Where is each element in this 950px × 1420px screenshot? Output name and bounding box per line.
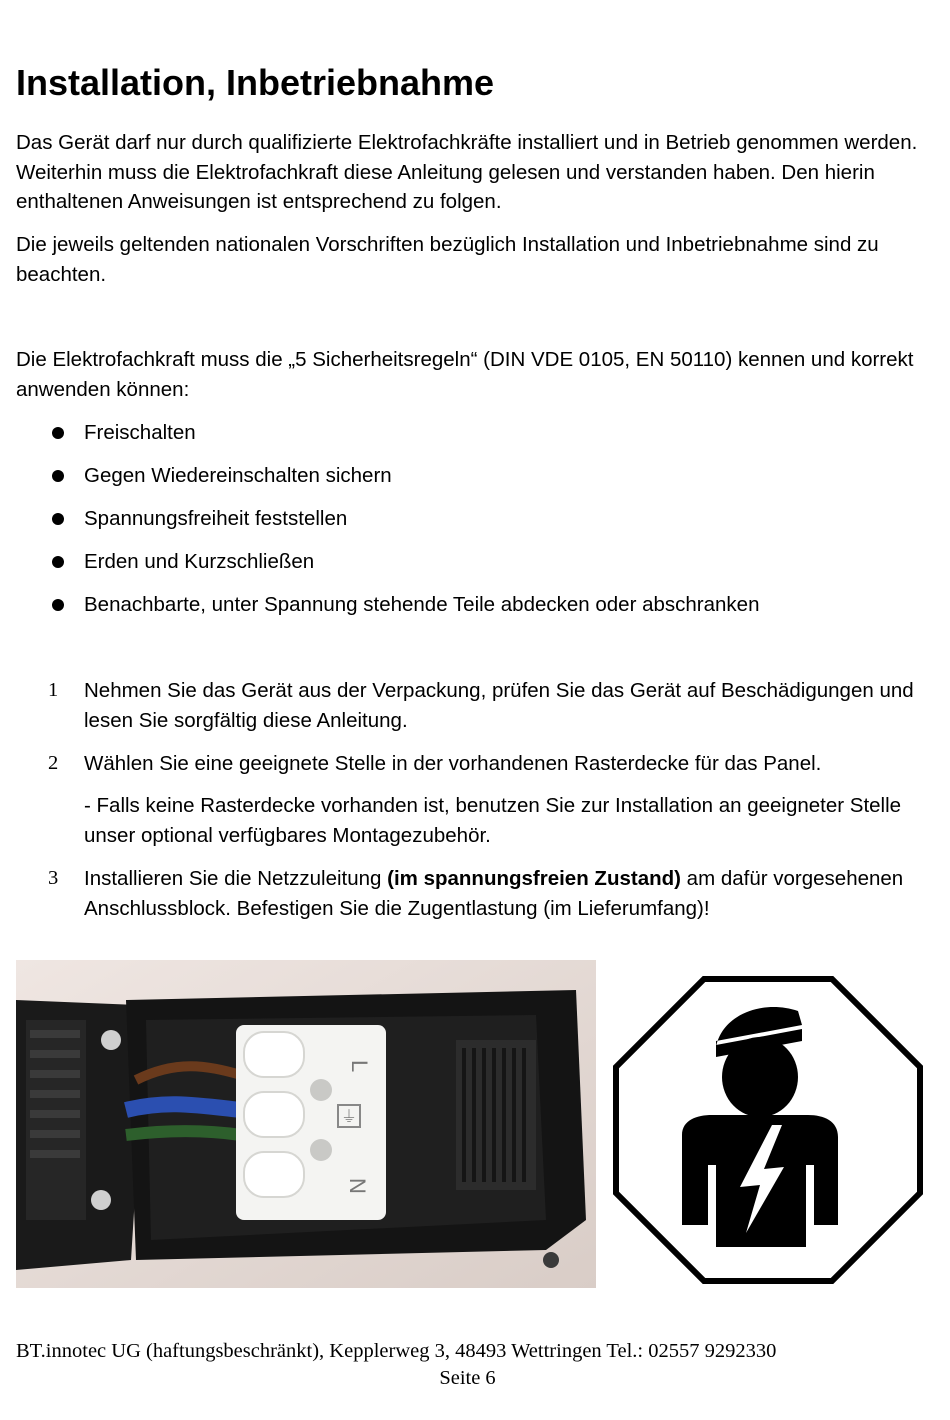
terminal-block-photo bbox=[16, 960, 596, 1288]
step-text-part: am dafür vorgesehenen Anschlussblock. Befestigen Sie die Zugentlastung (im Lieferumfang)! bbox=[84, 867, 904, 920]
step-text-bold: (im spannungsfreien Zustand) bbox=[387, 867, 681, 890]
terminal-label-n: N bbox=[345, 1178, 370, 1194]
step-text: Wählen Sie eine geeignete Stelle in der vorhandenen Rasterdecke für das Panel. bbox=[84, 752, 822, 775]
terminal-label-l: L bbox=[347, 1060, 372, 1073]
bullet-icon bbox=[52, 470, 64, 482]
terminal-label-pe: ⏚ bbox=[341, 1107, 358, 1126]
step-number: 1 bbox=[48, 679, 59, 701]
page-title: Installation, Inbetriebnahme bbox=[16, 62, 495, 103]
rule-item: Freischalten bbox=[84, 421, 196, 444]
bullet-icon bbox=[52, 556, 64, 568]
rule-item: Erden und Kurzschließen bbox=[84, 550, 315, 573]
footer-page-number: Seite 6 bbox=[439, 1367, 496, 1389]
intro-paragraph-3: Die Elektrofachkraft muss die „5 Sicherheitsregeln“ (DIN VDE 0105, EN 50110) kennen und korrekt anwenden können: bbox=[16, 348, 914, 401]
bullet-icon bbox=[52, 427, 64, 439]
step-text-part: Installieren Sie die Netzzuleitung bbox=[84, 867, 388, 890]
rule-item: Gegen Wiedereinschalten sichern bbox=[84, 464, 392, 487]
step-text: Nehmen Sie das Gerät aus der Verpackung, prüfen Sie das Gerät auf Beschädigungen und lesen Sie sorgfältig diese Anleitung. bbox=[84, 679, 914, 732]
intro-paragraph-2: Die jeweils geltenden nationalen Vorschriften bezüglich Installation und Inbetriebnahme sind zu beachten. bbox=[16, 233, 879, 286]
electrician-sign-icon bbox=[612, 975, 924, 1285]
bullet-icon bbox=[52, 513, 64, 525]
step-number: 2 bbox=[48, 752, 59, 774]
rule-item: Benachbarte, unter Spannung stehende Teile abdecken oder abschranken bbox=[84, 593, 760, 616]
intro-paragraph-1: Das Gerät darf nur durch qualifizierte Elektrofachkräfte installiert und in Betrieb genommen werden. Weiterhin muss die Elektrofachkraft diese Anleitung gelesen und verstanden haben. Den hierin enthaltenen Anweisungen ist entsprechend zu folgen. bbox=[16, 131, 918, 213]
step-number: 3 bbox=[48, 867, 59, 889]
step-note: - Falls keine Rasterdecke vorhanden ist, benutzen Sie zur Installation an geeigneter Stelle unser optional verfügbares Montagezubehör. bbox=[84, 794, 902, 847]
bullet-icon bbox=[52, 599, 64, 611]
rule-item: Spannungsfreiheit feststellen bbox=[84, 507, 348, 530]
step-text bbox=[84, 864, 934, 923]
footer-company: BT.innotec UG (haftungsbeschränkt), Kepplerweg 3, 48493 Wettringen Tel.: 02557 9292330 bbox=[16, 1340, 777, 1362]
